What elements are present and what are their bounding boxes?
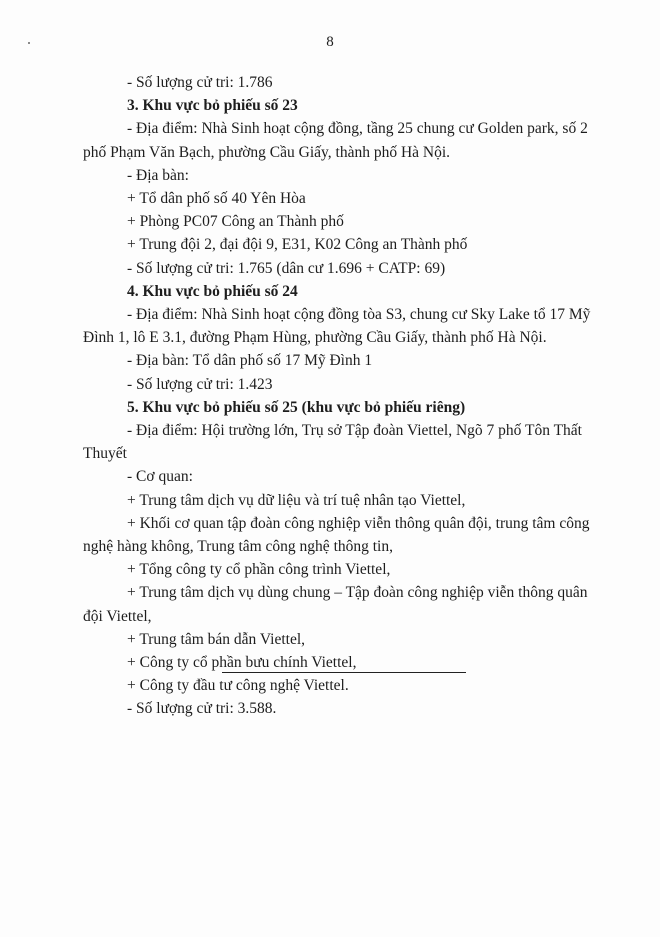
- area-line: - Địa bàn: Tổ dân phố số 17 Mỹ Đình 1: [127, 352, 373, 370]
- agency-item: + Trung tâm bán dẫn Viettel,: [127, 630, 306, 648]
- location-line: - Địa điểm: Nhà Sinh hoạt cộng đồng, tầng 25 chung cư Golden park, số 2: [127, 120, 588, 138]
- voter-count-line: - Số lượng cử tri: 1.423: [127, 375, 273, 393]
- agency-item-cont: đội Viettel,: [83, 607, 152, 625]
- document-body: [83, 71, 603, 721]
- area-item: + Phòng PC07 Công an Thành phố: [127, 213, 344, 231]
- location-line-cont: phố Phạm Văn Bạch, phường Cầu Giấy, thành phố Hà Nội.: [83, 143, 451, 161]
- location-line-cont: Thuyết: [83, 445, 127, 463]
- location-line-cont: Đình 1, lô E 3.1, đường Phạm Hùng, phường Cầu Giấy, thành phố Hà Nội.: [83, 329, 547, 347]
- agency-item: + Trung tâm dịch vụ dữ liệu và trí tuệ nhân tạo Viettel,: [127, 491, 466, 509]
- agency-item-cont: nghệ hàng không, Trung tâm công nghệ thông tin,: [83, 538, 393, 556]
- area-item: + Tổ dân phố số 40 Yên Hòa: [127, 190, 306, 208]
- area-label: - Địa bàn:: [127, 166, 189, 184]
- section-heading-24: 4. Khu vực bỏ phiếu số 24: [127, 282, 298, 300]
- end-divider: [222, 672, 466, 673]
- location-line: - Địa điểm: Hội trường lớn, Trụ sở Tập đoàn Viettel, Ngõ 7 phố Tôn Thất: [127, 422, 582, 440]
- section-heading-25: 5. Khu vực bỏ phiếu số 25 (khu vực bỏ phiếu riêng): [127, 398, 466, 416]
- voter-count-line: - Số lượng cử tri: 1.786: [127, 74, 273, 91]
- agency-item: + Trung tâm dịch vụ dùng chung – Tập đoàn công nghiệp viễn thông quân: [127, 584, 588, 602]
- voter-count-line: - Số lượng cử tri: 3.588.: [127, 700, 277, 718]
- page-number: 8: [326, 34, 334, 50]
- section-heading-23: 3. Khu vực bỏ phiếu số 23: [127, 97, 298, 115]
- agency-item: + Công ty đầu tư công nghệ Viettel.: [127, 677, 349, 695]
- agency-item: + Công ty cổ phần bưu chính Viettel,: [127, 654, 357, 672]
- area-item: + Trung đội 2, đại đội 9, E31, K02 Công an Thành phố: [127, 236, 468, 254]
- agency-item: + Tổng công ty cổ phần công trình Viettel,: [127, 561, 391, 579]
- agency-item: + Khối cơ quan tập đoàn công nghiệp viễn thông quân đội, trung tâm công: [127, 514, 590, 532]
- agency-label: - Cơ quan:: [127, 468, 193, 486]
- voter-count-line: - Số lượng cử tri: 1.765 (dân cư 1.696 + CATP: 69): [127, 259, 446, 277]
- location-line: - Địa điểm: Nhà Sinh hoạt cộng đồng tòa S3, chung cư Sky Lake tổ 17 Mỹ: [127, 306, 591, 324]
